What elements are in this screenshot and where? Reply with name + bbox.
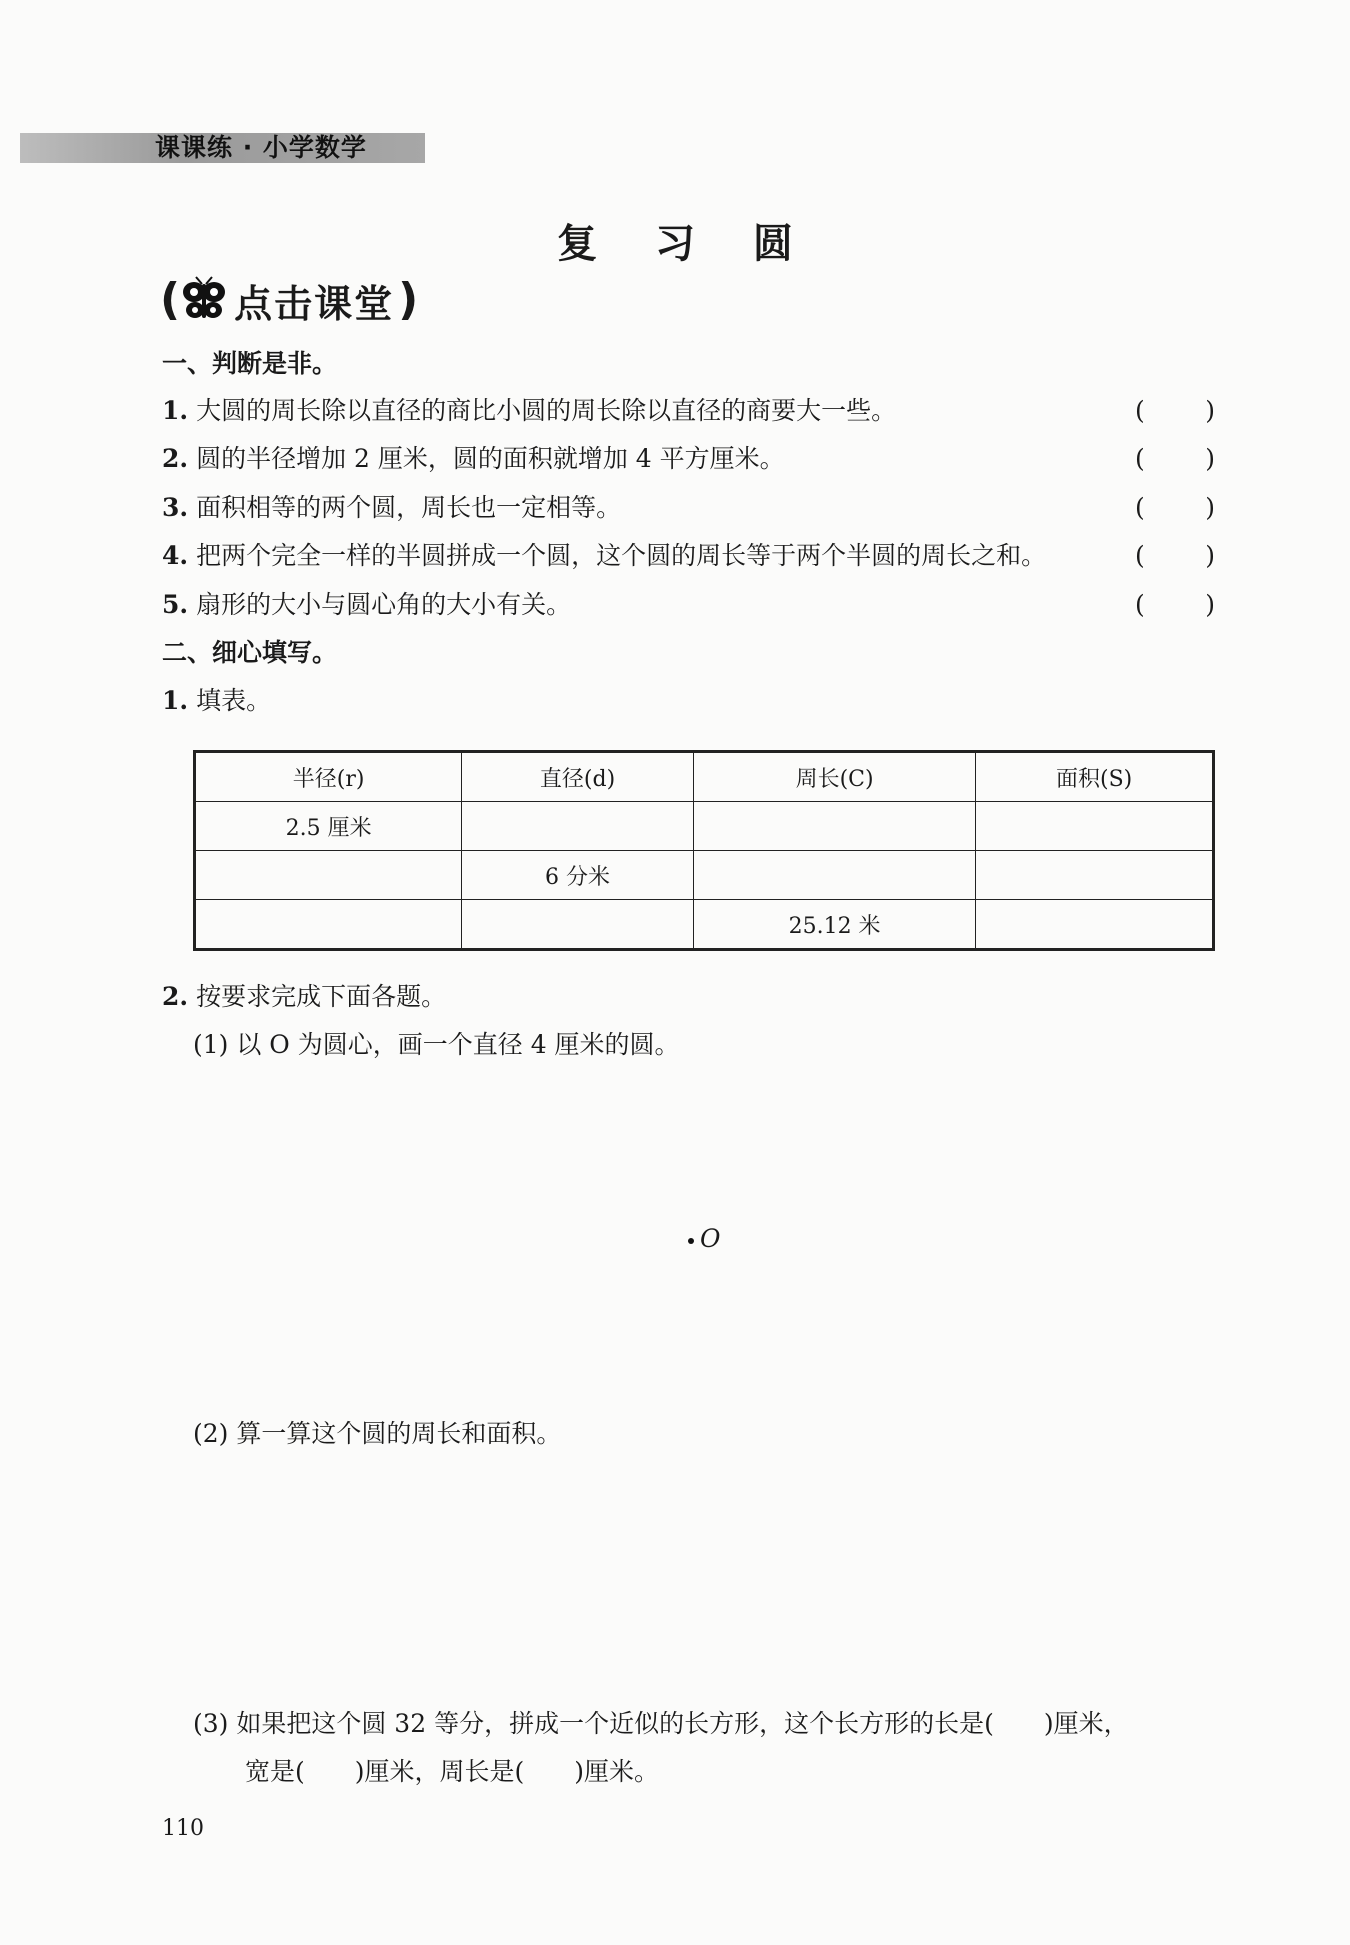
judge-item-3: 3. 面积相等的两个圆，周长也一定相等。 — [162, 493, 622, 522]
page-number: 110 — [162, 1816, 204, 1841]
table-cell-blank[interactable] — [693, 802, 975, 851]
table-cell: 25.12 米 — [693, 900, 975, 950]
banner-label: 点击课堂 — [234, 281, 395, 326]
answer-paren-3[interactable]: ( ) — [1135, 493, 1215, 522]
fill-question-1: 1. 填表。 — [162, 686, 272, 715]
table-cell-blank[interactable] — [195, 851, 462, 900]
answer-paren-1[interactable]: ( ) — [1135, 396, 1215, 425]
center-dot — [688, 1238, 694, 1244]
table-row — [195, 802, 1214, 851]
table-header-cell: 直径(d) — [462, 752, 694, 802]
table-cell-blank[interactable] — [976, 900, 1214, 950]
table-row — [195, 900, 1214, 950]
banner-left-bracket: ( — [160, 274, 181, 325]
page-title: 复 习 圆 — [557, 221, 815, 267]
fill-table — [193, 750, 1215, 951]
table-header-cell: 半径(r) — [195, 752, 462, 802]
table-cell-blank[interactable] — [976, 802, 1214, 851]
judge-item-2: 2. 圆的半径增加 2 厘米，圆的面积就增加 4 平方厘米。 — [162, 444, 785, 473]
table-header-row — [195, 752, 1214, 802]
sub-question-3-line2: 宽是( )厘米，周长是( )厘米。 — [245, 1757, 660, 1786]
answer-paren-2[interactable]: ( ) — [1135, 444, 1215, 473]
judge-item-4: 4. 把两个完全一样的半圆拼成一个圆，这个圆的周长等于两个半圆的周长之和。 — [162, 541, 1047, 570]
fill-question-2: 2. 按要求完成下面各题。 — [162, 982, 447, 1011]
banner-right-bracket: ) — [398, 274, 419, 325]
table-cell-blank[interactable] — [195, 900, 462, 950]
table-header-cell: 周长(C) — [693, 752, 975, 802]
judge-item-5: 5. 扇形的大小与圆心角的大小有关。 — [162, 590, 572, 619]
section2-heading: 二、细心填写。 — [162, 638, 338, 667]
center-label: O — [700, 1224, 721, 1253]
table-cell-blank[interactable] — [462, 802, 694, 851]
center-point-o[interactable] — [688, 1224, 721, 1253]
table-cell: 2.5 厘米 — [195, 802, 462, 851]
series-title: 课课练 · 小学数学 — [155, 133, 367, 162]
sub-question-3-line1: (3) 如果把这个圆 32 等分，拼成一个近似的长方形，这个长方形的长是( )厘米， — [193, 1709, 1129, 1738]
answer-paren-5[interactable]: ( ) — [1135, 590, 1215, 619]
section1-heading: 一、判断是非。 — [162, 349, 338, 378]
table-cell: 6 分米 — [462, 851, 694, 900]
sub-question-1: (1) 以 O 为圆心，画一个直径 4 厘米的圆。 — [193, 1030, 680, 1059]
table-cell-blank[interactable] — [976, 851, 1214, 900]
judge-item-1: 1. 大圆的周长除以直径的商比小圆的周长除以直径的商要大一些。 — [162, 396, 897, 425]
butterfly-icon — [180, 276, 228, 324]
table-header-cell: 面积(S) — [976, 752, 1214, 802]
sub-question-2: (2) 算一算这个圆的周长和面积。 — [193, 1419, 562, 1448]
table-cell-blank[interactable] — [693, 851, 975, 900]
table-row — [195, 851, 1214, 900]
answer-paren-4[interactable]: ( ) — [1135, 541, 1215, 570]
section-banner — [160, 272, 418, 328]
table-cell-blank[interactable] — [462, 900, 694, 950]
